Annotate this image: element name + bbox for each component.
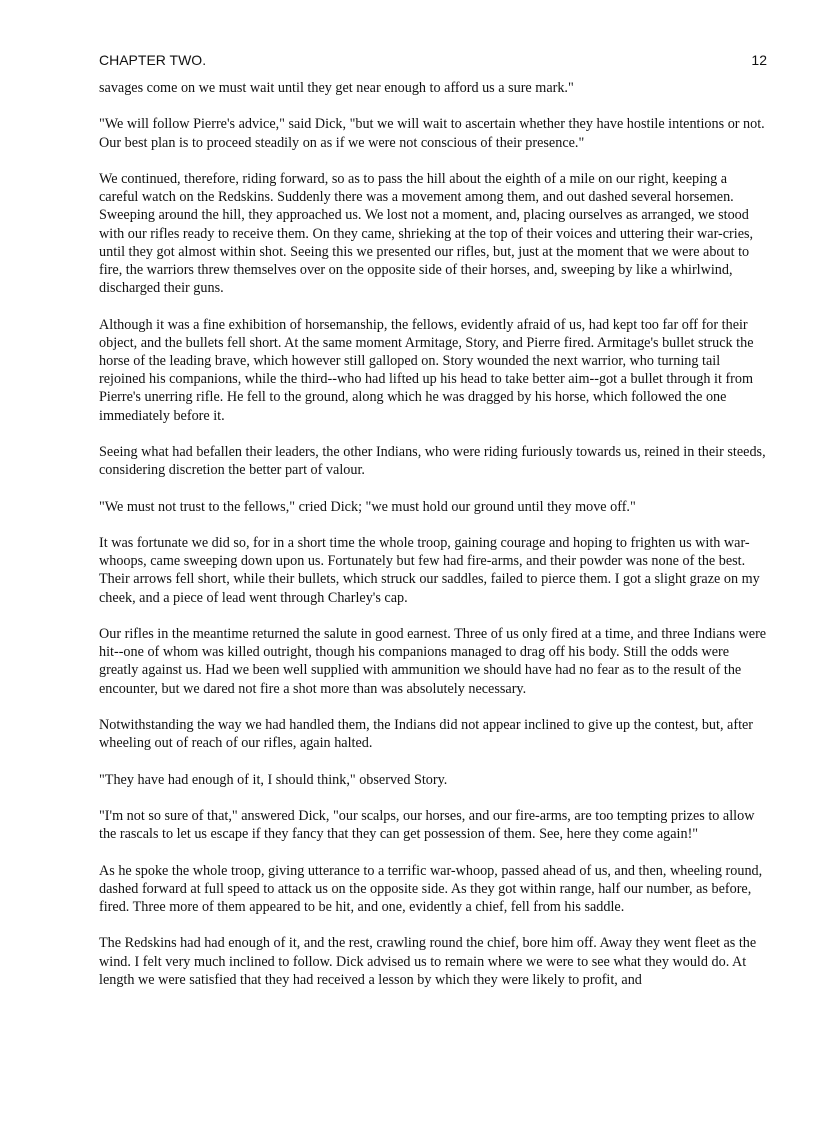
chapter-title: CHAPTER TWO.: [99, 52, 207, 68]
paragraph: "We will follow Pierre's advice," said Dick, "but we will wait to ascertain whether they have hostile intentions or not. Our best plan is to proceed steadily on as if we were not conscious of their presence.": [99, 116, 765, 151]
paragraph: As he spoke the whole troop, giving utterance to a terrific war-whoop, passed ahead of us, and then, wheeling round, dashed forward at full speed to attack us on the opposite side. As they got within range, half our number, as before, fired. Three more of them appeared to be hit, and one, evidently a chief, fell from his saddle.: [99, 862, 763, 915]
paragraph: Although it was a fine exhibition of horsemanship, the fellows, evidently afraid of us, had kept too far off for their object, and the bullets fell short. At the same moment Armitage, Story, and Pierre fired. Armitage's bullet struck the horse of the leading brave, which however still galloped on. Story wounded the next warrior, who turning tail rejoined his companions, while the third--who had lifted up his head to take better aim--got a bullet through it from Pierre's unerring rifle. He fell to the ground, along which he was dragged by his horse, which followed the one immediately before it.: [99, 316, 754, 424]
paragraph: savages come on we must wait until they get near enough to afford us a sure mark.": [99, 80, 574, 96]
paragraph: "They have had enough of it, I should think," observed Story.: [99, 771, 448, 788]
paragraph: It was fortunate we did so, for in a short time the whole troop, gaining courage and hoping to frighten us with war-whoops, came sweeping down upon us. Fortunately but few had fire-arms, and their powder was none of the best. Their arrows fell short, while their bullets, which struck our saddles, failed to pierce them. I got a slight graze on my cheek, and a piece of lead went through Charley's cap.: [99, 534, 760, 606]
paragraph: Notwithstanding the way we had handled them, the Indians did not appear inclined to give up the contest, but, after wheeling out of reach of our rifles, again halted.: [99, 716, 754, 752]
paragraph: The Redskins had had enough of it, and the rest, crawling round the chief, bore him off. Away they went fleet as the wind. I felt very much inclined to follow. Dick advised us to remain where we were to see what they would do. At length we were satisfied that they had received a lesson by which they were likely to profit, and: [99, 935, 757, 988]
book-page: [99, 0, 767, 1123]
page-number: 12: [751, 52, 767, 68]
running-header: [99, 52, 767, 72]
body-text: [99, 79, 767, 1007]
paragraph: Seeing what had befallen their leaders, the other Indians, who were riding furiously towards us, reined in their steeds, considering discretion the better part of valour.: [99, 444, 766, 479]
paragraph: "I'm not so sure of that," answered Dick, "our scalps, our horses, and our fire-arms, are too tempting prizes to allow the rascals to let us escape if they fancy that they can get possession of them. See, here they come again!": [99, 807, 755, 843]
paragraph: "We must not trust to the fellows," cried Dick; "we must hold our ground until they move off.": [99, 498, 636, 515]
paragraph: We continued, therefore, riding forward, so as to pass the hill about the eighth of a mile on our right, keeping a careful watch on the Redskins. Suddenly there was a movement among them, and out dashed several horsemen. Sweeping around the hill, they approached us. We lost not a moment, and, placing ourselves as arranged, we stood with our rifles ready to receive them. On they came, shrieking at the top of their voices and uttering their war-cries, until they got almost within shot. Seeing this we presented our rifles, but, just at the moment that we were about to fire, the warriors threw themselves over on the opposite side of their horses, and, sweeping by like a whirlwind, discharged their guns.: [99, 170, 754, 297]
paragraph: Our rifles in the meantime returned the salute in good earnest. Three of us only fired at a time, and three Indians were hit--one of whom was killed outright, though his companions managed to drag off his body. Still the odds were greatly against us. Had we been well supplied with ammunition we should have had no fear as to the result of the encounter, but we dared not fire a shot more than was absolutely necessary.: [99, 625, 767, 697]
